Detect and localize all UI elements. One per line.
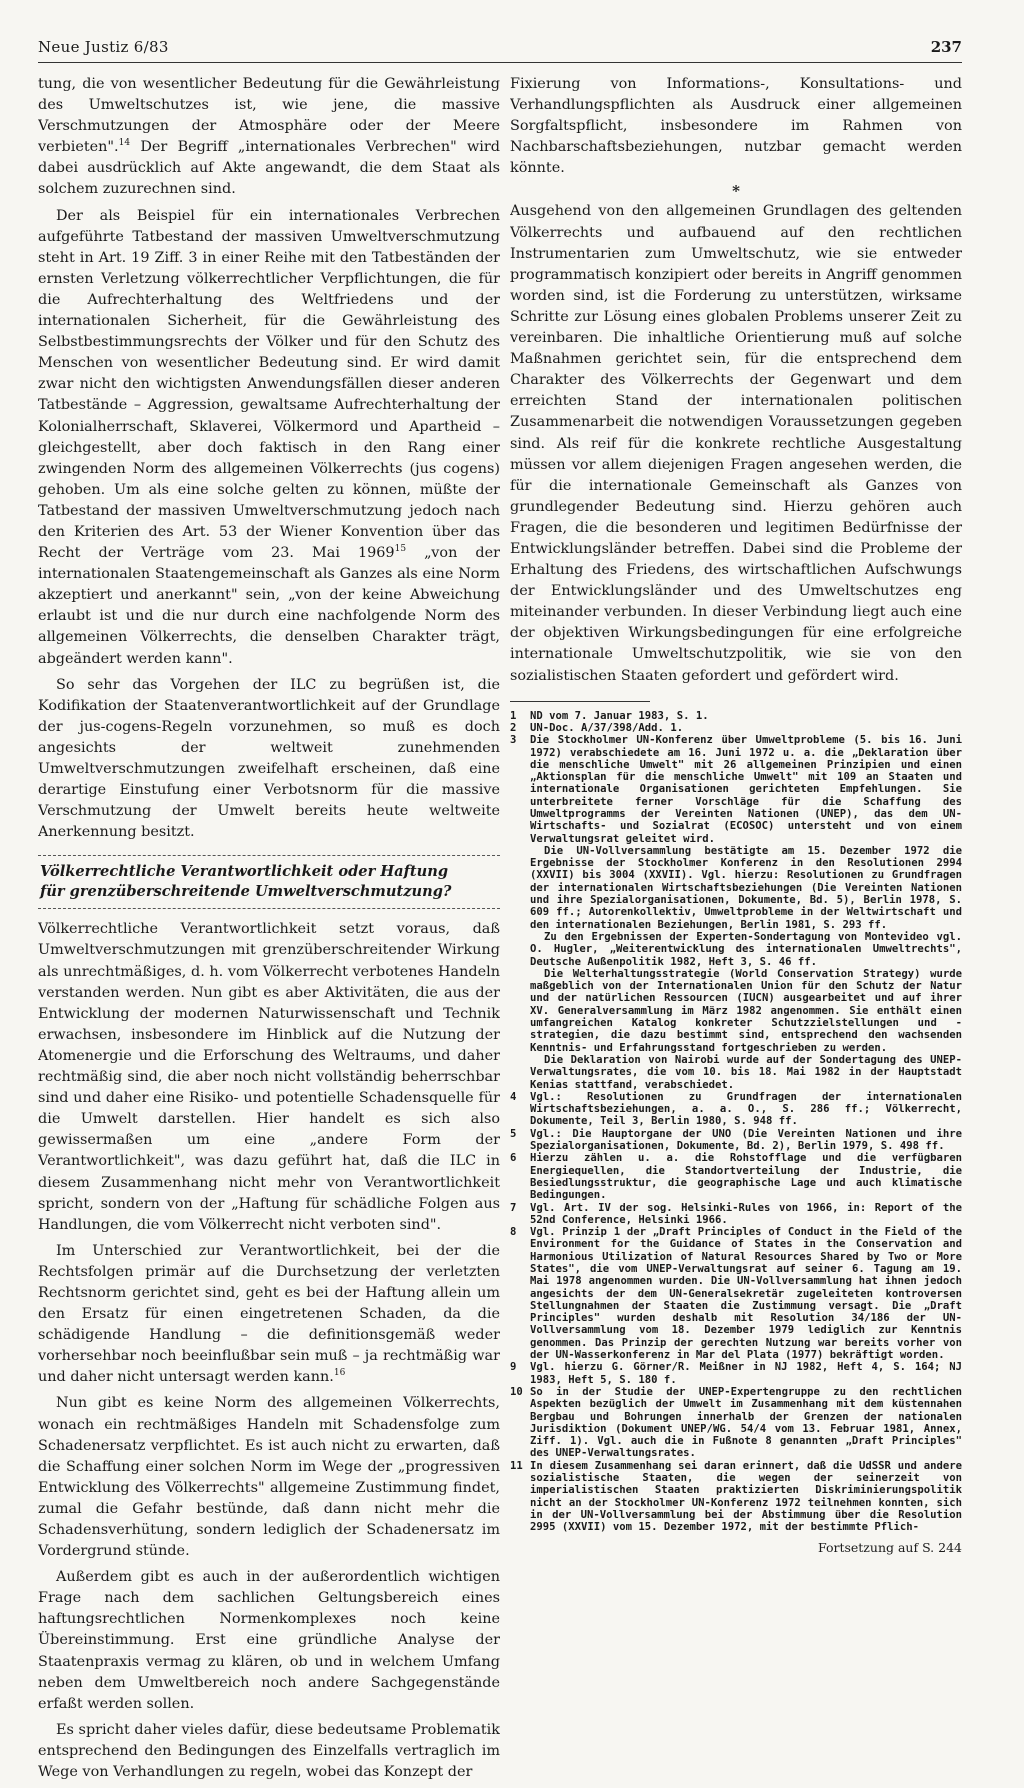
paragraph: Ausgehend von den allgemeinen Grundlagen des geltenden Völkerrechts und aufbauend auf den rechtlichen Instrumentarien zum Umweltschutz, wie sie entweder programmatisch konzipiert oder bereits in Angriff genommen worden sind, ist die Forderung zu unterstützen, wirksame Schritte zur Lösung eines globalen Problems unserer Zeit zu vereinbaren. Die inhaltliche Orientierung muß auf solche Maßnahmen gerichtet sein, für die entsprechend dem Charakter des Völkerrechts der Gegenwart und dem erreichten Stand der internationalen politischen Zusammenarbeit die notwendigen Voraussetzungen gegeben sind. Als reif für die konkrete rechtliche Ausgestaltung müssen vor allem diejenigen Fragen angesehen werden, die für die internationale Gemeinschaft als Ganzes von grundlegender Bedeutung sind. Hierzu gehören auch Fragen, die die besonderen und legitimen Bedürfnisse der Entwicklungsländer betreffen. Dabei sind die Probleme der Erhaltung des Friedens, des wirtschaftlichen Aufschwungs der Entwicklungsländer und des Umweltschutzes eng miteinander verbunden. In dieser Verbindung liegt auch eine der objektiven Wirkungsbedingungen für eine erfolgreiche internationale Umweltschutzpolitik, wie sie von den sozialistischen Staaten gefordert und gefördert wird. <box>510 203 962 684</box>
footnote-text: In diesem Zusammenhang sei daran erinnert, daß die UdSSR und andere sozialistische Staaten, die wegen der seinerzeit von imperialistischen Staaten praktizierten Diskriminierungspolitik nicht an der Stockholmer UN-Konferenz 1972 teilnehmen konnten, sich in der UN-Vollversammlung bei der Abstimmung über die Resolution 2995 (XXVII) vom 15. Dezember 1972, mit der bestimmte Pflich- <box>530 1459 962 1534</box>
paragraph: Fixierung von Informations-, Konsultations- und Verhandlungspflichten als Ausdruck einer allgemeinen Sorgfaltspflicht, insbesondere im Rahmen von Nachbarschaftsbeziehungen, nutzbar gemacht werden könnte. <box>510 76 962 177</box>
footnote <box>510 1152 962 1201</box>
continuation-note: Fortsetzung auf S. 244 <box>817 1539 962 1555</box>
footnote-ref[interactable]: 15 <box>394 544 407 555</box>
footnote <box>510 734 962 845</box>
footnote-number: 1 <box>510 709 517 722</box>
footnote-ref[interactable]: 16 <box>333 1368 346 1379</box>
footnote-text: Vgl.: Die Hauptorgane der UNO (Die Vereinten Nationen und ihre Spezialorganisationen, Dokumente, Bd. 2), Berlin 1979, S. 498 ff. <box>530 1127 962 1153</box>
footnote-rule <box>510 701 650 702</box>
footnote-continuation: Die UN-Vollversammlung bestätigte am 15. Dezember 1972 die Ergebnisse der Stockholmer Konferenz in den Resolutionen 2994 (XXVII) bis 3004 (XXVII). Vgl. hierzu: Resolutionen zu Grundfragen der internationalen Wirtschaftsbeziehungen (Die Vereinten Nationen und ihre Spezialorganisationen, Dokumente, Bd. 5), Berlin 1978, S. 609 ff.; Autorenkollektiv, Umweltprobleme in der Weltwirtschaft und den internationalen Beziehungen, Berlin 1981, S. 293 ff. <box>530 844 962 931</box>
footnote-number: 8 <box>510 1226 517 1239</box>
footnote-ref[interactable]: 14 <box>118 138 131 149</box>
footnote-continuation: Die Welterhaltungsstrategie (World Conservation Strategy) wurde maßgeblich von der Internationalen Union für den Schutz der Natur und der natürlichen Ressourcen (IUCN) ausgearbeitet und auf ihrer XV. Generalversammlung im März 1982 angenommen. Sie enthält einen umfangreichen Katalog konkreter Schutzzielstellungen und -strategien, die dazu bestimmt sind, entsprechend den wachsenden Kenntnis- und Erfahrungsstand fortgeschrieben zu werden. <box>530 967 962 1054</box>
paragraph: Außerdem gibt es auch in der außerordentlich wichtigen Frage nach dem sachlichen Geltungsbereich eines haftungsrechtlichen Normenkomplexes noch keine Übereinstimmung. Erst eine gründliche Analyse der Staatenpraxis vermag zu klären, ob und in welchem Umfang neben dem Umweltbereich noch andere Sachgegenstände erfaßt werden sollen. <box>38 1569 500 1712</box>
footnote-text: ND vom 7. Januar 1983, S. 1. <box>530 709 709 722</box>
footnote-text: Vgl.: Resolutionen zu Grundfragen der internationalen Wirtschaftsbeziehungen, a. a. O., S. 286 ff.; Völkerrecht, Dokumente, Teil 3, Berlin 1980, S. 948 ff. <box>530 1090 962 1128</box>
footnote-text: Die Stockholmer UN-Konferenz über Umweltprobleme (5. bis 16. Juni 1972) verabschiedete am 16. Juni 1972 u. a. die „Deklaration über die menschliche Umwelt" mit 26 allgemeinen Prinzipien und einen „Aktionsplan für die menschliche Umwelt" mit 109 an Staaten und internationale Organisationen gerichteten Empfehlungen. Sie unterbreitete ferner Vorschläge für die Schaffung des Umweltprogramms der Vereinten Nationen (UNEP), das dem UN-Wirtschafts- und Sozialrat (ECOSOC) untersteht und von einem Verwaltungsrat geleitet wird. <box>530 734 962 845</box>
footnote-text: Vgl. hierzu G. Görner/R. Meißner in NJ 1982, Heft 4, S. 164; NJ 1983, Heft 5, S. 180 f. <box>530 1361 962 1386</box>
footnote-number: 2 <box>510 721 517 734</box>
footnote-text: UN-Doc. A/37/398/Add. 1. <box>530 721 684 734</box>
footnote <box>510 1460 962 1534</box>
footnote-number: 6 <box>510 1152 517 1165</box>
footnote-number: 3 <box>510 734 517 747</box>
page-header <box>38 38 962 60</box>
footnote <box>510 1091 962 1128</box>
footnote-number: 4 <box>510 1090 517 1103</box>
footnote-continuation: Die Deklaration von Nairobi wurde auf der Sondertagung des UNEP-Verwaltungsrates, die vom 10. bis 18. Mai 1982 in der Hauptstadt Kenias stattfand, verabschiedet. <box>530 1053 962 1091</box>
footnote <box>510 1202 962 1227</box>
header-rule <box>38 62 962 63</box>
paragraph: So sehr das Vorgehen der ILC zu begrüßen ist, die Kodifikation der Staatenverantwortlichkeit auf der Grundlage der jus-cogens-Regeln vorzunehmen, so muß es doch angesichts der weltweit zunehmenden Umweltverschmutzungen zweifelhaft erscheinen, daß eine derartige Einstufung einer Verbotsnorm für die massive Verschmutzung der Umwelt bereits heute weltweite Anerkennung besitzt. <box>38 676 500 841</box>
footnote-continuation: Zu den Ergebnissen der Experten-Sondertagung von Montevideo vgl. O. Hugler, „Weiterentwicklung des internationalen Umweltrechts", Deutsche Außenpolitik 1982, Heft 3, S. 46 ff. <box>530 930 962 968</box>
footnote <box>510 1361 962 1386</box>
section-heading: Völkerrechtliche Verantwortlichkeit oder Haftung für grenzüberschreitende Umweltverschmutzung? <box>38 855 500 909</box>
footnote-text: So in der Studie der UNEP-Expertengruppe zu den rechtlichen Aspekten bezüglich der Umwelt im Zusammenhang mit dem küstennahen Bergbau und Bohrungen innerhalb der Grenzen der nationalen Jurisdiktion (Dokument UNEP/WG. 54/4 vom 13. Februar 1981, Annex, Ziff. 1). Vgl. auch die in Fußnote 8 genannten „Draft Principles" des UNEP-Verwaltungsrates. <box>530 1385 962 1460</box>
paragraph: Nun gibt es keine Norm des allgemeinen Völkerrechts, wonach ein rechtmäßiges Handeln mit Schadensfolge zum Schadenersatz verpflichtet. Es ist auch nicht zu erwarten, daß die Schaffung einer solchen Norm im Wege der „progressiven Entwicklung des Völkerrechts" allgemeine Zustimmung findet, zumal die Gefahr bestünde, daß dann nicht mehr die Schadensverhütung, sondern lediglich der Schadenersatz im Vordergrund stünde. <box>38 1395 500 1560</box>
footnote-text: Vgl. Art. IV der sog. Helsinki-Rules von 1966, in: Report of the 52nd Conference, Helsinki 1966. <box>530 1201 962 1226</box>
paragraph: Der als Beispiel für ein internationales Verbrechen aufgeführte Tatbestand der massiven Umweltverschmutzung steht in Art. 19 Ziff. 3 in einer Reihe mit den Tatbeständen der ernsten Verletzung völkerrechtlicher Verpflichtungen, die für die Aufrechterhaltung des Weltfriedens und der internationalen Sicherheit, für die Gewährleistung des Selbstbestimmungsrechts der Völker und für den Schutz des Menschen von wesentlicher Bedeutung sind. Er wird damit zwar nicht den wichtigsten Anwendungsfällen dieser anderen Tatbestände – Aggression, gewaltsame Aufrechterhaltung der Kolonialherrschaft, Sklaverei, Völkermord und Apartheid – gleichgestellt, aber doch faktisch in den Rang einer zwingenden Norm des allgemeinen Völkerrechts (jus cogens) gehoben. Um als eine solche gelten zu können, müßte der Tatbestand der massiven Umweltverschmutzung jedoch nach den Kriterien des Art. 53 der Wiener Konvention über das Recht der Verträge vom 23. Mai 1969$^{15}$ „von der internationalen Staatengemeinschaft als Ganzes als eine Norm akzeptiert und anerkannt" sein, „von der keine Abweichung erlaubt ist und die nur durch eine nachfolgende Norm des allgemeinen Völkerrechts, die denselben Charakter trägt, abgeändert werden kann". <box>38 207 500 667</box>
right-column <box>510 74 962 1555</box>
footnote-number: 7 <box>510 1201 517 1214</box>
footnote-number: 5 <box>510 1127 517 1140</box>
footnote-number: 9 <box>510 1361 517 1374</box>
footnote <box>510 710 962 722</box>
footnote-number: 10 <box>510 1385 523 1398</box>
paragraph: tung, die von wesentlicher Bedeutung für die Gewährleistung des Umweltschutzes ist, wie jene, die massive Verschmutzungen der Atmosphäre oder der Meere verbieten".$^{14}$ Der Begriff „internationales Verbrechen" wird dabei ausdrücklich auf Akte angewandt, die dem Staat als solchem zuzurechnen sind. <box>38 76 500 198</box>
footnote <box>510 722 962 734</box>
footnote <box>510 1386 962 1460</box>
section-separator: * <box>732 182 740 201</box>
paragraph: Es spricht daher vieles dafür, diese bedeutsame Problematik entsprechend den Bedingungen des Einzelfalls vertraglich im Wege von Verhandlungen zu regeln, wobei das Konzept der <box>38 1721 500 1781</box>
footnote <box>510 1226 962 1361</box>
footnote <box>510 1128 962 1153</box>
footnote-list <box>510 710 962 1534</box>
journal-title: Neue Justiz 6/83 <box>38 38 169 56</box>
footnote-number: 11 <box>510 1459 523 1472</box>
paragraph: Völkerrechtliche Verantwortlichkeit setzt voraus, daß Umweltverschmutzungen mit grenzüberschreitender Wirkung als unrechtmäßiges, d. h. vom Völkerrecht verbotenes Handeln verstanden werden. Nun gibt es aber Aktivitäten, die aus der Entwicklung der modernen Naturwissenschaft und Technik erwachsen, insbesondere im Hinblick auf die Nutzung der Atomenergie und die Erforschung des Weltraums, und daher rechtmäßig sind, die aber noch nicht vollständig beherrschbar sind und daher eine Risiko- und potentielle Schadensquelle für die Umwelt darstellen. Hier handelt es sich also gewissermaßen um eine „andere Form der Verantwortlichkeit", was dazu geführt hat, daß die ILC in diesem Zusammenhang nicht mehr von Verantwortlichkeit spricht, sondern von der „Haftung für schädliche Folgen aus Handlungen, die vom Völkerrecht nicht verboten sind". <box>38 921 500 1233</box>
footnote-text: Hierzu zählen u. a. die Rohstofflage und die verfügbaren Energiequellen, die Standortverteilung der Industrie, die Besiedlungsstruktur, die geographische Lage und auch klimatische Bedingungen. <box>530 1152 962 1202</box>
left-column <box>38 74 500 1788</box>
paragraph: Im Unterschied zur Verantwortlichkeit, bei der die Rechtsfolgen primär auf die Durchsetzung der verletzten Rechtsnorm gerichtet sind, geht es bei der Haftung allein um den Ersatz für einen eingetretenen Schaden, da die schädigende Handlung – die definitionsgemäß weder vorhersehbar noch beeinflußbar sein muß – ja rechtmäßig war und daher nicht untersagt werden kann.$^{16}$ <box>38 1242 500 1386</box>
page-number: 237 <box>930 38 962 56</box>
footnote-text: Vgl. Prinzip 1 der „Draft Principles of Conduct in the Field of the Environment for the Guidance of States in the Conservation and Harmonious Utilization of Natural Resources Shared by Two or More States", die vom UNEP-Verwaltungsrat auf seiner 6. Tagung am 19. Mai 1978 angenommen wurden. Die UN-Vollversammlung hat ihnen jedoch angesichts der dem UN-Generalsekretär zugeleiteten kontroversen Stellungnahmen der Staaten die Zustimmung versagt. Die „Draft Principles" wurden deshalb mit Resolution 34/186 der UN-Vollversammlung vom 18. Dezember 1979 lediglich zur Kenntnis genommen. Das Prinzip der gerechten Nutzung war bereits vorher von der UN-Wasserkonferenz in Mar del Plata (1977) bekräftigt worden. <box>530 1226 962 1362</box>
